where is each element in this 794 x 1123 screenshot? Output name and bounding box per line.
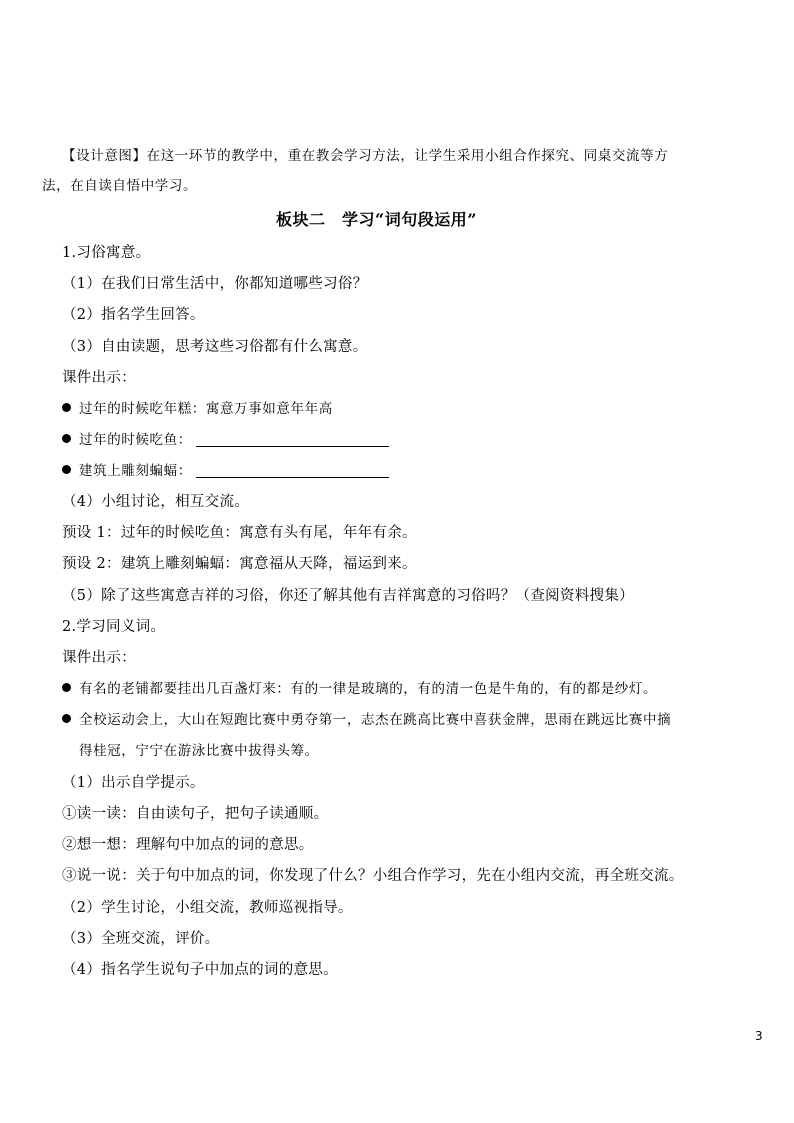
part2-heading: 2.学习同义词。 bbox=[62, 619, 166, 635]
part1-question-5: （5）除了这些寓意吉祥的习俗，你还了解其他有吉祥寓意的习俗吗？（查阅资料搜集） bbox=[62, 588, 634, 604]
part1-question-1: （1）在我们日常生活中，你都知道哪些习俗？ bbox=[62, 276, 368, 292]
part1-preset-2: 预设 2：建筑上雕刻蝙蝠：寓意福从天降，福运到来。 bbox=[62, 556, 417, 572]
bullet-icon bbox=[62, 465, 71, 474]
bullet-text: 建筑上雕刻蝙蝠： bbox=[79, 463, 192, 479]
bullet-icon bbox=[62, 434, 71, 443]
bullet-icon bbox=[62, 403, 71, 412]
part2-step-1c: ③说一说：关于句中加点的词，你发现了什么？小组合作学习，先在小组内交流，再全班交流。 bbox=[62, 868, 684, 884]
bullet-text: 全校运动会上，大山在短跑比赛中勇夺第一，志杰在跳高比赛中喜获金牌，思雨在跳远比赛中摘 bbox=[79, 712, 672, 728]
design-intent-line1: 【设计意图】在这一环节的教学中，重在教会学习方法，让学生采用小组合作探究、同桌交流等方 bbox=[62, 148, 669, 164]
part2-step-2: （2）学生讨论，小组交流，教师巡视指导。 bbox=[62, 900, 353, 916]
fill-in-blank bbox=[196, 463, 389, 478]
bullet-text: 过年的时候吃鱼： bbox=[79, 432, 192, 448]
part2-bullet-2 bbox=[62, 710, 671, 730]
part2-courseware-label: 课件出示： bbox=[62, 650, 136, 666]
part2-bullet-1 bbox=[62, 679, 657, 699]
bullet-icon bbox=[62, 714, 71, 723]
part2-bullet-2-cont: 得桂冠，宁宁在游泳比赛中拔得头筹。 bbox=[79, 743, 319, 759]
bullet-text: 有名的老铺都要挂出几百盏灯来：有的一律是玻璃的，有的清一色是牛角的，有的都是纱灯。 bbox=[79, 681, 658, 697]
part2-step-3: （3）全班交流，评价。 bbox=[62, 931, 220, 947]
part1-question-2: （2）指名学生回答。 bbox=[62, 307, 205, 323]
part2-step-1b: ②想一想：理解句中加点的词的意思。 bbox=[62, 837, 314, 853]
fill-in-blank bbox=[196, 432, 389, 447]
section-title: 板块二 学习“词句段运用” bbox=[276, 210, 477, 229]
part1-question-4: （4）小组讨论，相互交流。 bbox=[62, 494, 250, 510]
page-number: 3 bbox=[755, 1029, 763, 1043]
bullet-text: 过年的时候吃年糕：寓意万事如意年年高 bbox=[79, 401, 333, 417]
part1-question-3: （3）自由读题，思考这些习俗都有什么寓意。 bbox=[62, 339, 368, 355]
part1-heading: 1.习俗寓意。 bbox=[62, 245, 151, 261]
part1-bullet-3 bbox=[62, 461, 389, 481]
part1-preset-1: 预设 1：过年的时候吃鱼：寓意有头有尾，年年有余。 bbox=[62, 525, 417, 541]
bullet-icon bbox=[62, 683, 71, 692]
part2-step-1: （1）出示自学提示。 bbox=[62, 775, 205, 791]
design-intent-line2: 法，在自读自悟中学习。 bbox=[42, 178, 198, 194]
part1-bullet-2 bbox=[62, 430, 389, 450]
part2-step-1a: ①读一读：自由读句子，把句子读通顺。 bbox=[62, 806, 329, 822]
part1-bullet-1 bbox=[62, 399, 333, 419]
part2-step-4: （4）指名学生说句子中加点的词的意思。 bbox=[62, 962, 338, 978]
part1-courseware-label: 课件出示： bbox=[62, 370, 136, 386]
